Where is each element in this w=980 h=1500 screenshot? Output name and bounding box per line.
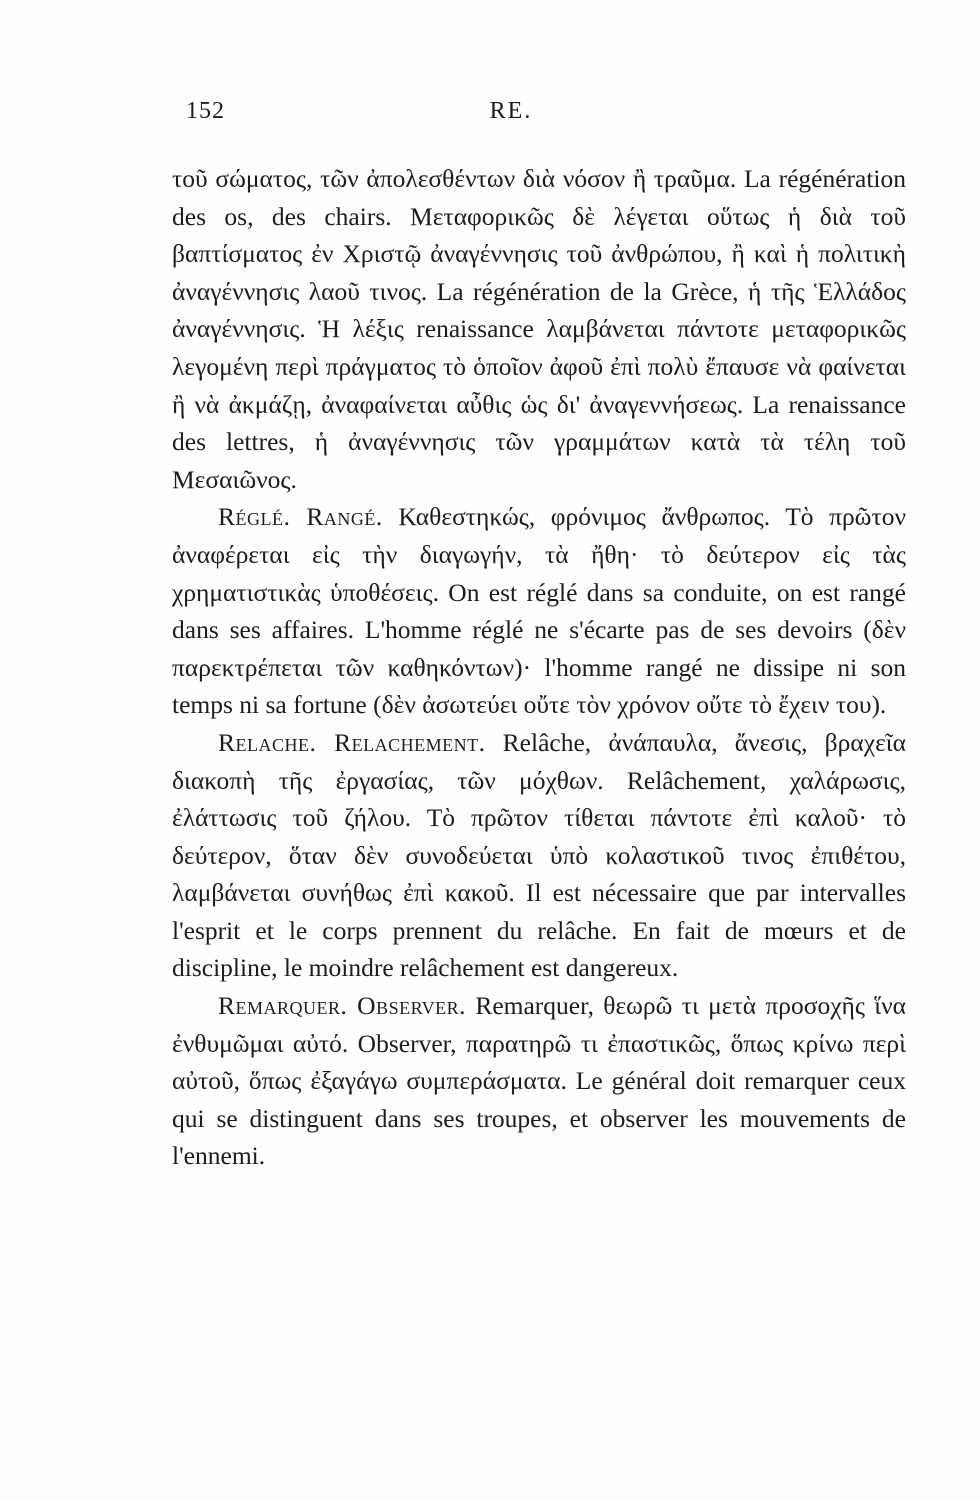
entry-heading: Remarquer. Observer. xyxy=(218,991,467,1021)
section-heading: RE. xyxy=(489,98,533,124)
entry-text: Καθεστηκώς, φρόνιμος ἄνθρωπος. Τὸ πρῶτον ἀναφέρεται εἰς τὴν διαγωγήν, τὰ ἤθη· τὸ δεύτερον εἰς τὰς χρηματιστικὰς ὑποθέσεις. On est réglé dans sa conduite, on est rangé dans ses affaires. L'homme réglé ne s'écarte pas de ses devoirs (δὲν παρεκτρέπεται τῶν καθηκόντων)· l'homme rangé ne dissipe ni son temps ni sa fortune (δὲν ἀσωτεύει οὔτε τὸν χρόνον οὔτε τὸ ἔχειν του). xyxy=(172,502,906,720)
entry-remarquer xyxy=(172,987,906,1175)
running-head xyxy=(186,98,746,138)
entry-text: Relâche, ἀνάπαυλα, ἄνεσις, βραχεῖα διακοπὴ τῆς ἐργασίας, τῶν μόχθων. Relâchement, χαλάρωσις, ἐλάττωσις τοῦ ζήλου. Τὸ πρῶτον τίθεται πάντοτε ἐπὶ καλοῦ· τὸ δεύτερον, ὅταν δὲν συνοδεύεται ὑπὸ κολαστικοῦ τινος ἐπιθέτου, λαμβάνεται συνήθως ἐπὶ κακοῦ. Il est nécessaire que par intervalles l'esprit et le corps prennent du relâche. En fait de mœurs et de discipline, le moindre relâchement est dangereux. xyxy=(172,727,906,983)
entry-relache xyxy=(172,724,906,987)
entry-regle-range xyxy=(172,498,906,724)
entry-text: Remarquer, θεωρῶ τι μετὰ προσοχῆς ἵνα ἐνθυμῶμαι αὐτό. Observer, παρατηρῶ τι ἐπαστικῶς, ὅπως κρίνω περὶ αὐτοῦ, ὅπως ἐξαγάγω συμπεράσματα. Le général doit remarquer ceux qui se distinguent dans ses troupes, et observer les mouvements de l'ennemi. xyxy=(172,991,906,1171)
entry-heading: Relache. Relachement. xyxy=(218,727,486,757)
entry-heading: Réglé. Rangé. xyxy=(218,502,383,532)
paragraph-regeneration: τοῦ σώματος, τῶν ἀπολεσθέντων διὰ νόσον ἢ τραῦμα. La régénération des os, des chairs. Μεταφορικῶς δὲ λέγεται οὕτως ἡ διὰ τοῦ βαπτίσματος ἐν Χριστῷ ἀναγέννησις τοῦ ἀνθρώπου, ἢ καὶ ἡ πολιτικὴ ἀναγέννησις λαοῦ τινος. La régénération de la Grèce, ἡ τῆς Ἑλλάδος ἀναγέννησις. Ἡ λέξις renaissance λαμβάνεται πάντοτε μεταφορικῶς λεγομένη περὶ πράγματος τὸ ὁποῖον ἀφοῦ ἐπὶ πολὺ ἔπαυσε νὰ φαίνεται ἢ νὰ ἀκμάζῃ, ἀναφαίνεται αὖθις ὡς δι' ἀναγεννήσεως. La renaissance des lettres, ἡ ἀναγέννησις τῶν γραμμάτων κατὰ τὰ τέλη τοῦ Μεσαιῶνος. xyxy=(172,164,906,494)
page-number: 152 xyxy=(186,98,225,124)
body-text xyxy=(172,160,906,1175)
